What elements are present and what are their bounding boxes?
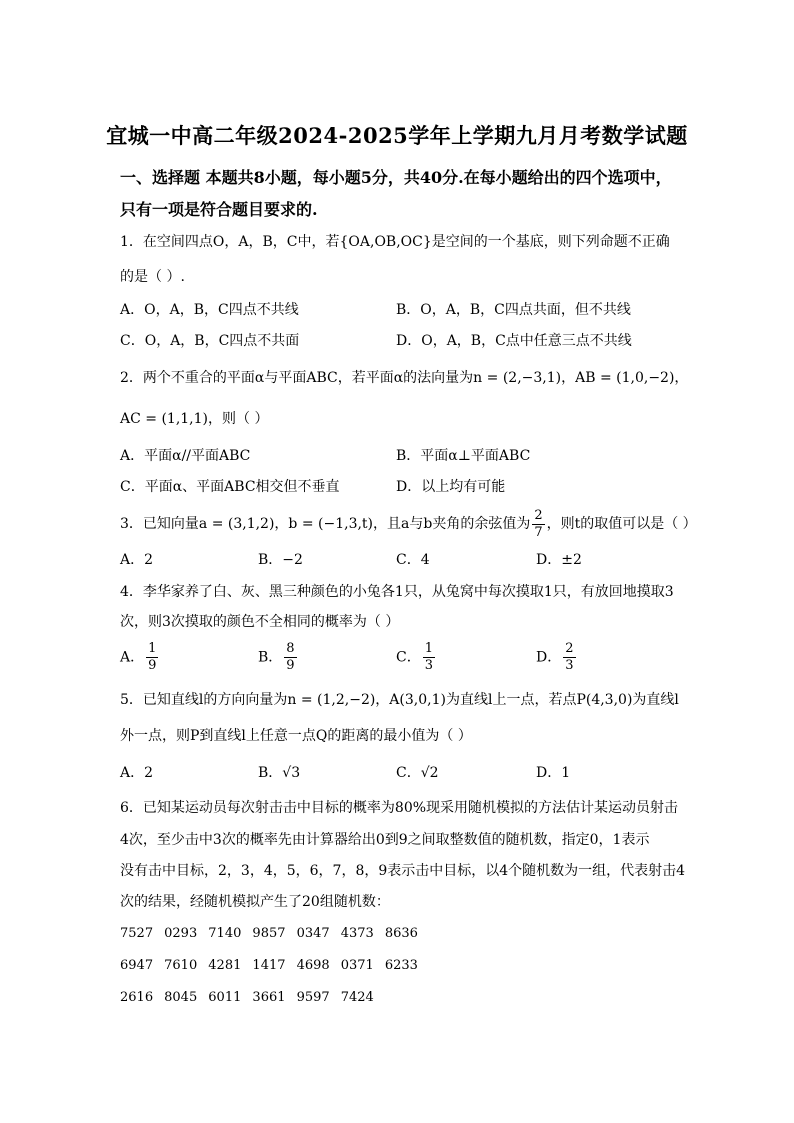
q6-stem-line3: 没有击中目标，2，3，4，5，6，7，8，9表示击中目标，以4个随机数为一组，代表射击4 (120, 863, 686, 879)
q3-fraction (532, 508, 544, 541)
q5-stem-line1: 5．已知直线l的方向向量为n = (1,2,−2)，A(3,0,1)为直线l上一点，若点P(4,3,0)为直线l (120, 692, 679, 708)
q1-stem-line1: 1．在空间四点O，A，B，C中，若{OA,OB,OC}是空间的一个基底，则下列命题不正确 (120, 234, 670, 250)
q4-option-c (396, 641, 437, 674)
q3-stem-post: ，则t的取值可以是（ ） (546, 516, 697, 532)
page-title: 宜城一中高二年级2024-2025学年上学期九月月考数学试题 (106, 123, 688, 148)
random-number: 3661 (252, 990, 286, 1005)
q1-option-a: A．O，A，B，C四点不共线 (120, 302, 299, 318)
q5-option-d: D．1 (536, 765, 571, 781)
random-number: 4281 (208, 958, 242, 973)
random-number: 0371 (340, 958, 374, 973)
q3-option-c: C．4 (396, 552, 430, 568)
q6-stem-line2: 4次，至少击中3次的概率先由计算器给出0到9之间取整数值的随机数，指定0，1表示 (120, 832, 650, 848)
q1-stem-line2: 的是（ ）. (120, 269, 185, 285)
q4-option-c-label: C． (396, 649, 421, 666)
q4-option-a (120, 641, 160, 674)
q1-option-d: D．O，A，B，C点中任意三点不共线 (396, 333, 632, 349)
q3-option-b: B．−2 (258, 552, 303, 568)
q2-option-c: C．平面α、平面ABC相交但不垂直 (120, 479, 340, 495)
random-number-row-3 (120, 990, 374, 1005)
random-number: 0347 (296, 926, 330, 941)
random-number-row-2 (120, 958, 418, 973)
q3-option-d: D．±2 (536, 552, 582, 568)
q4-option-d-fraction (563, 641, 575, 674)
random-number: 0293 (164, 926, 198, 941)
q4-stem-line1: 4．李华家养了白、灰、黑三种颜色的小兔各1只，从兔窝中每次摸取1只，有放回地摸取3 (120, 584, 674, 600)
q4-option-b-fraction (284, 641, 296, 674)
q2-option-d: D．以上均有可能 (396, 479, 506, 495)
fraction-numerator: 8 (286, 641, 295, 656)
q4-option-c-fraction (423, 641, 435, 674)
fraction-numerator: 1 (148, 641, 157, 656)
q2-stem-line2: AC = (1,1,1)，则（ ） (120, 411, 269, 427)
random-number-row-1 (120, 926, 418, 941)
q3-fraction-denominator: 7 (534, 524, 543, 540)
q3-option-a: A．2 (120, 552, 154, 568)
random-number: 8636 (384, 926, 418, 941)
fraction-denominator: 9 (286, 658, 295, 673)
q2-stem-line1: 2．两个不重合的平面α与平面ABC，若平面α的法向量为n = (2,−3,1)，AB = (1,0,−2)， (120, 370, 689, 386)
random-number: 8045 (164, 990, 198, 1005)
q2-option-b: B．平面α⊥平面ABC (396, 448, 531, 464)
random-number: 1417 (252, 958, 286, 973)
q5-option-a: A．2 (120, 765, 154, 781)
random-number: 7610 (164, 958, 198, 973)
q6-stem-line4: 次的结果，经随机模拟产生了20组随机数： (120, 894, 390, 910)
random-number: 7527 (120, 926, 154, 941)
random-number: 9857 (252, 926, 286, 941)
q4-stem-line2: 次，则3次摸取的颜色不全相同的概率为（ ） (120, 614, 400, 630)
fraction-denominator: 3 (424, 658, 433, 673)
q4-option-d-label: D． (536, 649, 562, 666)
q1-option-b: B．O，A，B，C四点共面，但不共线 (396, 302, 631, 318)
section-heading-line1: 一、选择题 本题共8小题，每小题5分，共40分.在每小题给出的四个选项中， (120, 168, 672, 187)
q4-option-b-label: B． (258, 649, 283, 666)
q2-option-a: A．平面α//平面ABC (120, 448, 251, 464)
random-number: 2616 (120, 990, 154, 1005)
random-number: 6011 (208, 990, 242, 1005)
fraction-denominator: 9 (148, 658, 157, 673)
section-heading-line2: 只有一项是符合题目要求的. (120, 200, 318, 219)
q3-stem (120, 507, 697, 541)
random-number: 6947 (120, 958, 154, 973)
q6-stem-line1: 6．已知某运动员每次射击击中目标的概率为80%现采用随机模拟的方法估计某运动员射击 (120, 800, 679, 816)
q5-option-b: B．√3 (258, 765, 301, 781)
random-number: 9597 (296, 990, 330, 1005)
random-number: 6233 (384, 958, 418, 973)
q3-stem-pre: 3．已知向量a = (3,1,2)，b = (−1,3,t)，且a与b夹角的余弦值为 (120, 516, 531, 532)
random-number: 7140 (208, 926, 242, 941)
q4-option-b (258, 641, 299, 674)
fraction-numerator: 1 (424, 641, 433, 656)
q5-option-c: C．√2 (396, 765, 439, 781)
fraction-denominator: 3 (565, 658, 574, 673)
random-number: 4698 (296, 958, 330, 973)
fraction-numerator: 2 (565, 641, 574, 656)
q4-option-d (536, 641, 578, 674)
random-number: 4373 (340, 926, 374, 941)
random-number: 7424 (340, 990, 374, 1005)
q4-option-a-label: A． (120, 649, 145, 666)
q1-option-c: C．O，A，B，C四点不共面 (120, 333, 300, 349)
q5-stem-line2: 外一点，则P到直线l上任意一点Q的距离的最小值为（ ） (120, 728, 472, 744)
q3-fraction-numerator: 2 (534, 507, 543, 523)
q4-option-a-fraction (146, 641, 158, 674)
